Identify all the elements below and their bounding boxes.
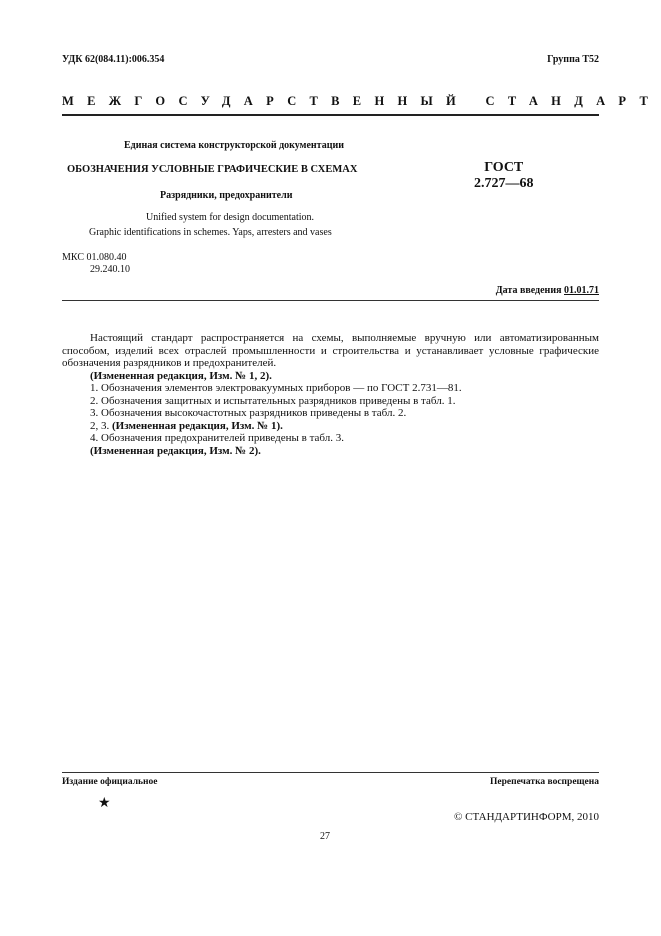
clause-3: 3. Обозначения высокочастотных разрядников приведены в табл. 2.	[90, 407, 407, 419]
gost-designation	[474, 160, 534, 192]
clause-4: 4. Обозначения предохранителей приведены в табл. 3.	[90, 432, 344, 444]
official-edition: Издание официальное	[62, 777, 158, 787]
gost-number: 2.727—68	[474, 176, 534, 191]
udk-code: УДК 62(084.11):006.354	[62, 54, 165, 65]
clause-2: 2. Обозначения защитных и испытательных разрядников приведены в табл. 1.	[90, 394, 456, 407]
reprint-notice: Перепечатка воспрещена	[489, 777, 599, 787]
group-code: Группа Т52	[547, 54, 599, 65]
page-number: 27	[320, 831, 330, 842]
copyright: © СТАНДАРТИНФОРМ, 2010	[454, 811, 599, 823]
intro-date-value: 01.01.71	[564, 285, 599, 296]
revision-note-2-prefix: 2, 3.	[90, 419, 110, 432]
mks-code2: 29.240.10	[90, 264, 130, 275]
gost-label: ГОСТ	[484, 160, 524, 175]
document-subtitle: Разрядники, предохранители	[160, 190, 293, 201]
document-title: ОБОЗНАЧЕНИЯ УСЛОВНЫЕ ГРАФИЧЕСКИЕ В СХЕМАХ	[67, 164, 358, 175]
footer-rule	[62, 772, 599, 773]
header-rule	[62, 114, 599, 116]
revision-note-3: (Измененная редакция, Изм. № 2).	[90, 444, 261, 457]
scope-paragraph: Настоящий стандарт распространяется на схемы, выполняемые вручную или автоматизированным способом, изделий всех отраслей промышленности и строительства и устанавливает условные графические обозначения разрядников и предохранителей.	[62, 332, 599, 369]
standard-banner: МЕЖГОСУДАРСТВЕННЫЙ СТАНДАРТ	[62, 94, 661, 108]
mks-code1: 01.080.40	[86, 252, 127, 263]
revision-note-2	[62, 420, 599, 433]
revision-note-1: (Измененная редакция, Изм. № 1, 2).	[90, 369, 272, 382]
mks-block	[62, 252, 130, 276]
revision-note-2-text: (Измененная редакция, Изм. № 1).	[112, 419, 283, 432]
mks-label: МКС	[62, 252, 84, 263]
english-title-line2: Graphic identifications in schemes. Yaps, arresters and vases	[89, 227, 332, 238]
intro-date	[496, 285, 599, 296]
intro-date-label: Дата введения	[495, 285, 562, 296]
system-name: Единая система конструкторской документации	[124, 140, 344, 151]
star-icon: ★	[98, 796, 111, 811]
date-rule	[62, 300, 599, 301]
english-title-line1: Unified system for design documentation.	[146, 212, 315, 223]
body-text	[62, 332, 599, 457]
clause-1: 1. Обозначения элементов электровакуумных приборов — по ГОСТ 2.731—81.	[90, 382, 462, 394]
